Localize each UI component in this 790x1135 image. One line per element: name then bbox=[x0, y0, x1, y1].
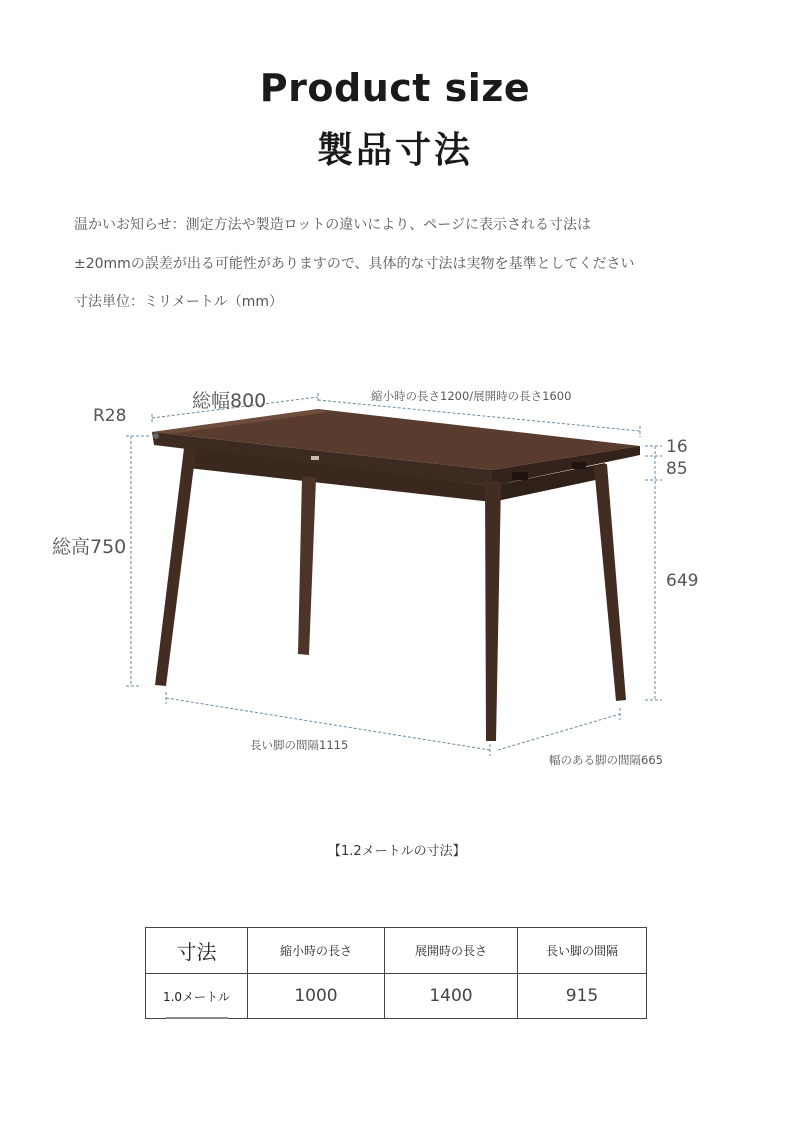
notice-line-1: 温かいお知らせ：測定方法や製造ロットの違いにより、ページに表示される寸法は bbox=[74, 217, 592, 233]
spec-header-leg-spacing: 長い脚の間隔 bbox=[518, 928, 647, 974]
dim-apron-height: 85 bbox=[666, 459, 688, 479]
dim-top-thickness: 16 bbox=[666, 437, 688, 457]
spec-table-header-row bbox=[146, 928, 647, 974]
dim-length: 縮小時の長さ1200/展開時の長さ1600 bbox=[371, 389, 572, 403]
dim-total-width: 総幅800 bbox=[192, 390, 267, 412]
spec-cell-extended: 1400 bbox=[385, 974, 518, 1019]
spec-cell-model: 1.0メートル bbox=[146, 974, 248, 1019]
spec-header-collapsed-length: 縮小時の長さ bbox=[248, 928, 385, 974]
dim-radius: R28 bbox=[93, 406, 127, 426]
dim-wide-leg-spacing: 幅のある脚の間隔665 bbox=[549, 753, 663, 767]
leg-front-left bbox=[155, 448, 196, 686]
spec-cell-collapsed: 1000 bbox=[248, 974, 385, 1019]
dim-total-height: 総高750 bbox=[52, 536, 127, 558]
title-english: Product size bbox=[259, 66, 531, 110]
leg-back-left bbox=[298, 476, 316, 655]
spec-header-extended-length: 展開時の長さ bbox=[385, 928, 518, 974]
notice-line-3: 寸法単位：ミリメートル（mm） bbox=[74, 294, 283, 310]
leg-back-right bbox=[594, 464, 626, 701]
notice-line-2: ±20mmの誤差が出る可能性がありますので、具体的な寸法は実物を基準としてください bbox=[74, 256, 635, 272]
title-japanese: 製品寸法 bbox=[316, 130, 473, 171]
table-underline bbox=[166, 1017, 228, 1019]
spec-table bbox=[145, 927, 647, 1019]
dim-leg-height: 649 bbox=[666, 571, 699, 591]
dim-long-leg-spacing: 長い脚の間隔1115 bbox=[250, 738, 349, 752]
table-row bbox=[146, 974, 647, 1019]
spec-cell-leg-spacing: 915 bbox=[518, 974, 647, 1019]
spec-header-size: 寸法 bbox=[146, 928, 248, 974]
leg-front-right bbox=[485, 480, 501, 741]
size-caption: 【1.2メートルの寸法】 bbox=[328, 844, 466, 859]
